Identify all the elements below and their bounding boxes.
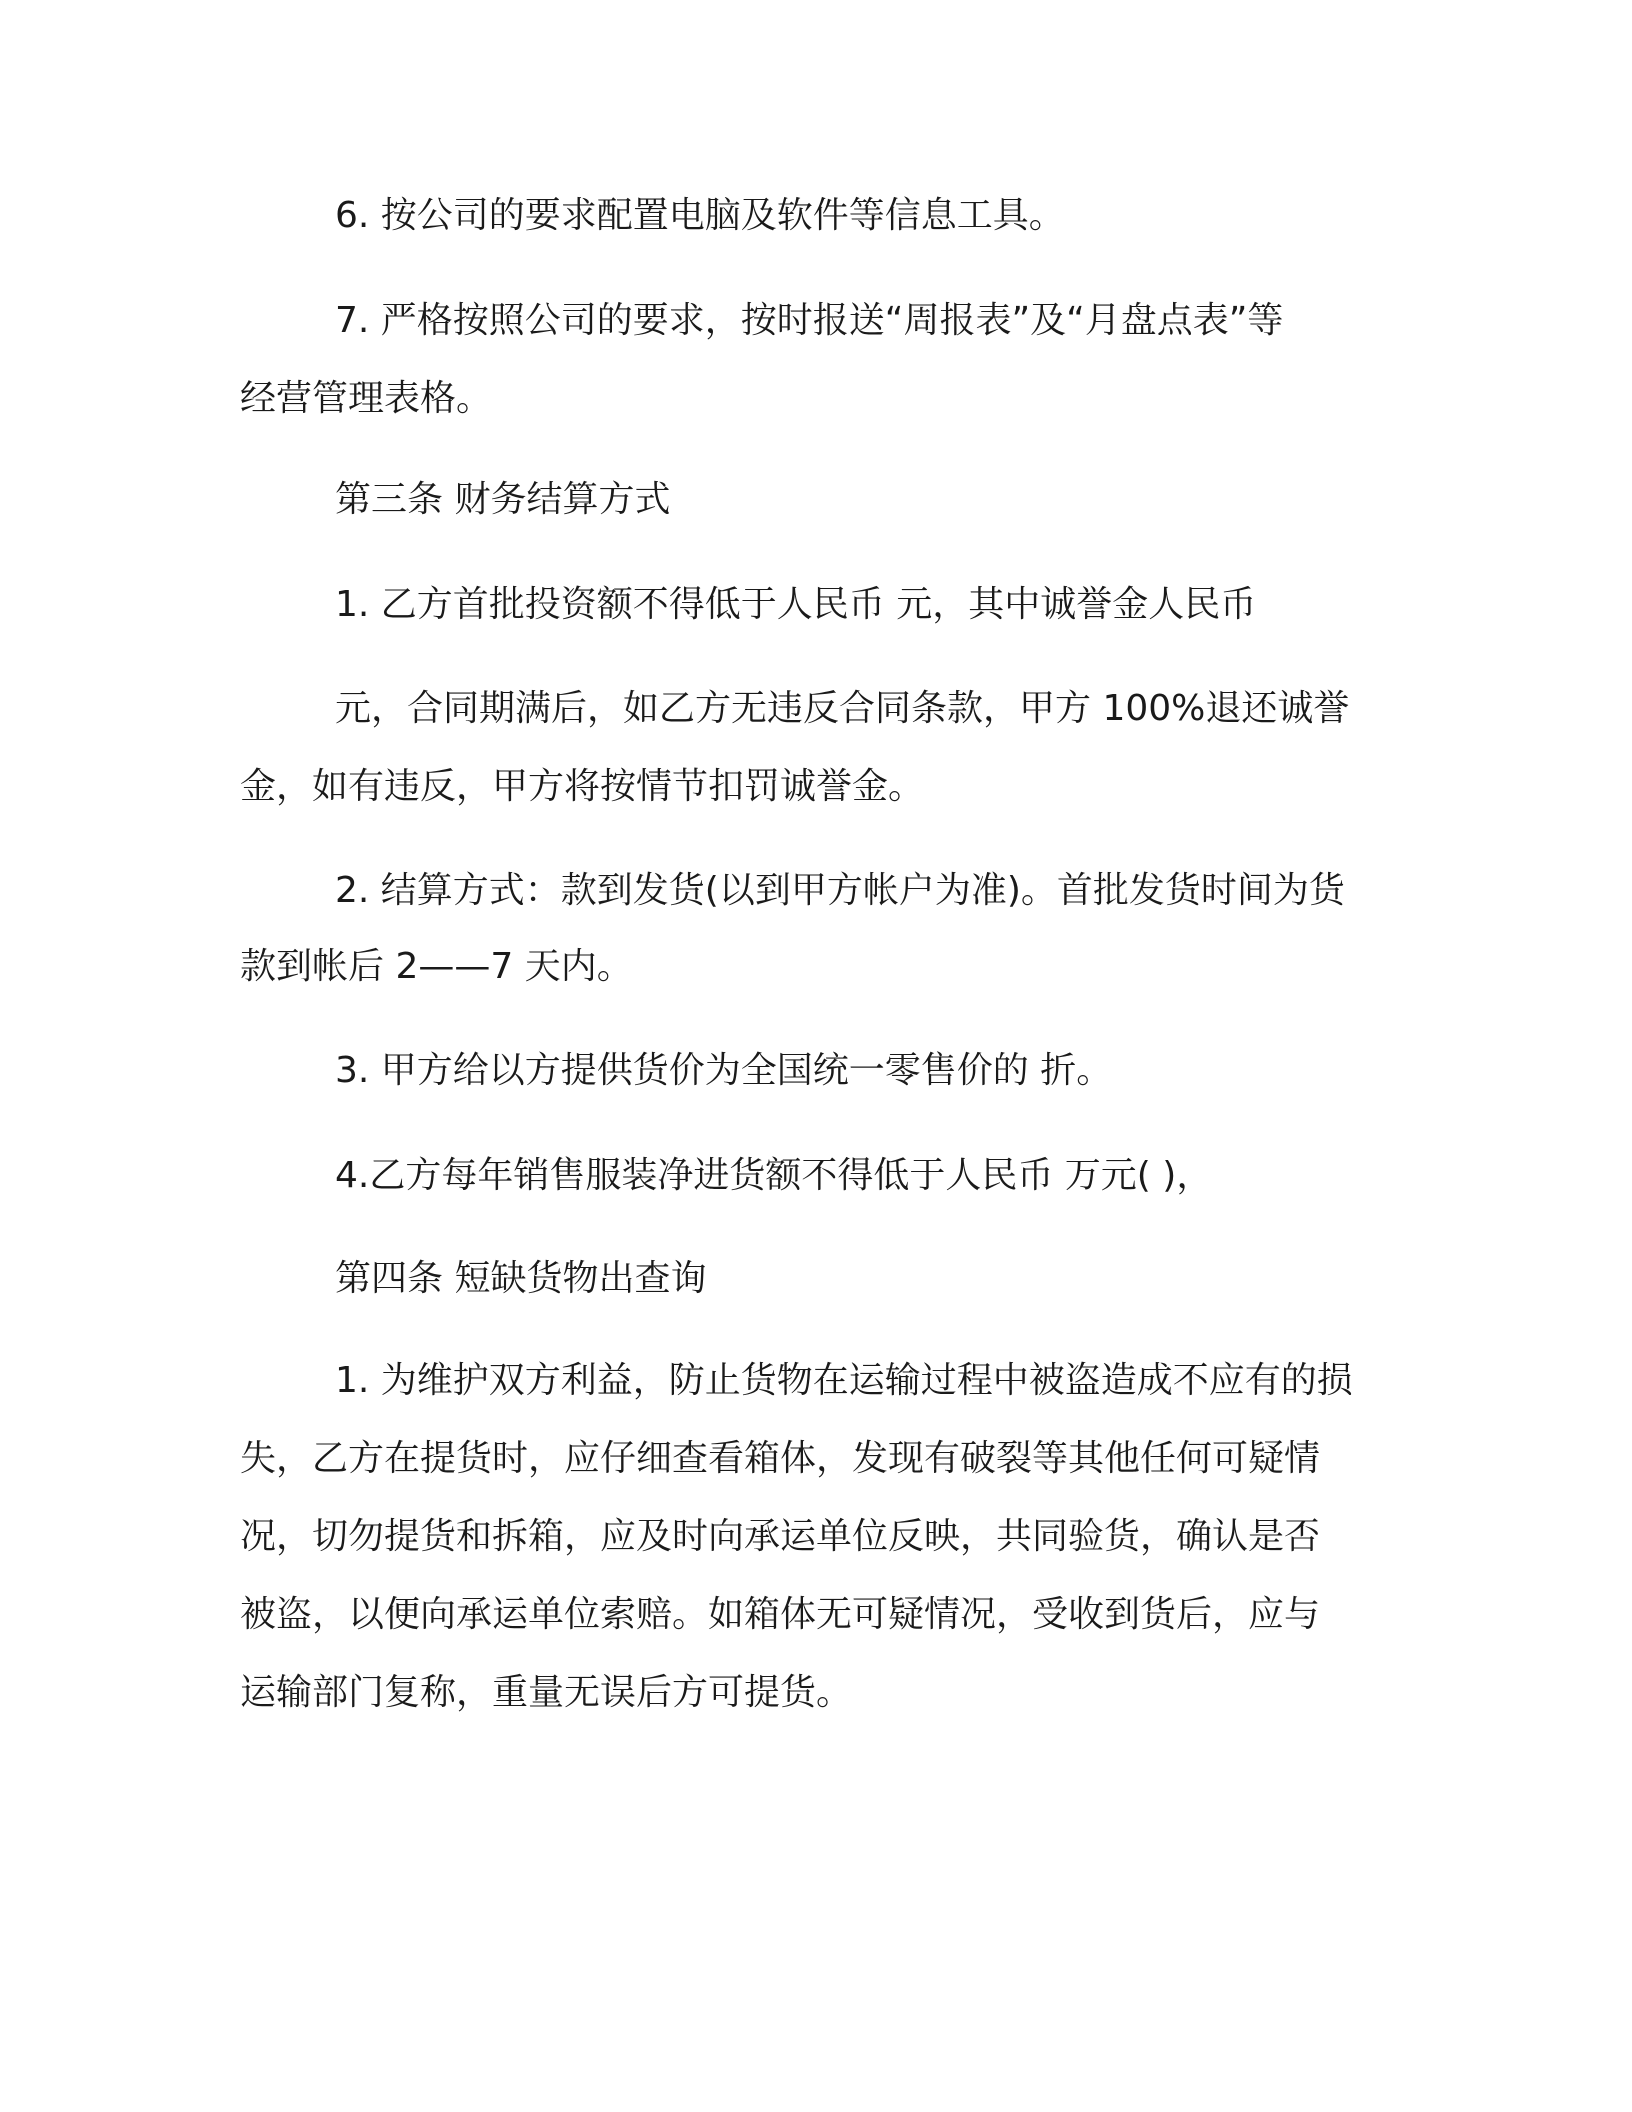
paragraph-article-4-item-1-line-1: 1. 为维护双方利益，防止货物在运输过程中被盗造成不应有的损 — [335, 1360, 1353, 1401]
section-heading-article-3: 第三条 财务结算方式 — [335, 479, 671, 520]
paragraph-item-7-line-2: 经营管理表格。 — [240, 378, 493, 419]
paragraph-article-4-item-1-line-2: 失，乙方在提货时，应仔细查看箱体，发现有破裂等其他任何可疑情 — [240, 1438, 1321, 1479]
paragraph-article-3-item-4: 4.乙方每年销售服装净进货额不得低于人民币 万元( )， — [335, 1155, 1213, 1196]
paragraph-item-7-line-1: 7. 严格按照公司的要求，按时报送“周报表”及“月盘点表”等 — [335, 300, 1284, 341]
paragraph-article-3-item-3: 3. 甲方给以方提供货价为全国统一零售价的 折。 — [335, 1050, 1113, 1091]
paragraph-article-3-item-1-line-3: 金，如有违反，甲方将按情节扣罚诚誉金。 — [240, 766, 925, 807]
paragraph-item-6: 6. 按公司的要求配置电脑及软件等信息工具。 — [335, 195, 1065, 236]
paragraph-article-4-item-1-line-5: 运输部门复称，重量无误后方可提货。 — [240, 1672, 853, 1713]
paragraph-article-4-item-1-line-3: 况，切勿提货和拆箱，应及时向承运单位反映，共同验货，确认是否 — [240, 1516, 1321, 1557]
paragraph-article-4-item-1-line-4: 被盗，以便向承运单位索赔。如箱体无可疑情况，受收到货后，应与 — [240, 1594, 1321, 1635]
section-heading-article-4: 第四条 短缺货物出查询 — [335, 1258, 707, 1299]
paragraph-article-3-item-2-line-1: 2. 结算方式：款到发货(以到甲方帐户为准)。首批发货时间为货 — [335, 870, 1345, 911]
paragraph-article-3-item-1-line-2: 元，合同期满后，如乙方无违反合同条款，甲方 100%退还诚誉 — [335, 688, 1350, 729]
paragraph-article-3-item-2-line-2: 款到帐后 2——7 天内。 — [240, 946, 633, 987]
paragraph-article-3-item-1-line-1: 1. 乙方首批投资额不得低于人民币 元，其中诚誉金人民币 — [335, 584, 1257, 625]
